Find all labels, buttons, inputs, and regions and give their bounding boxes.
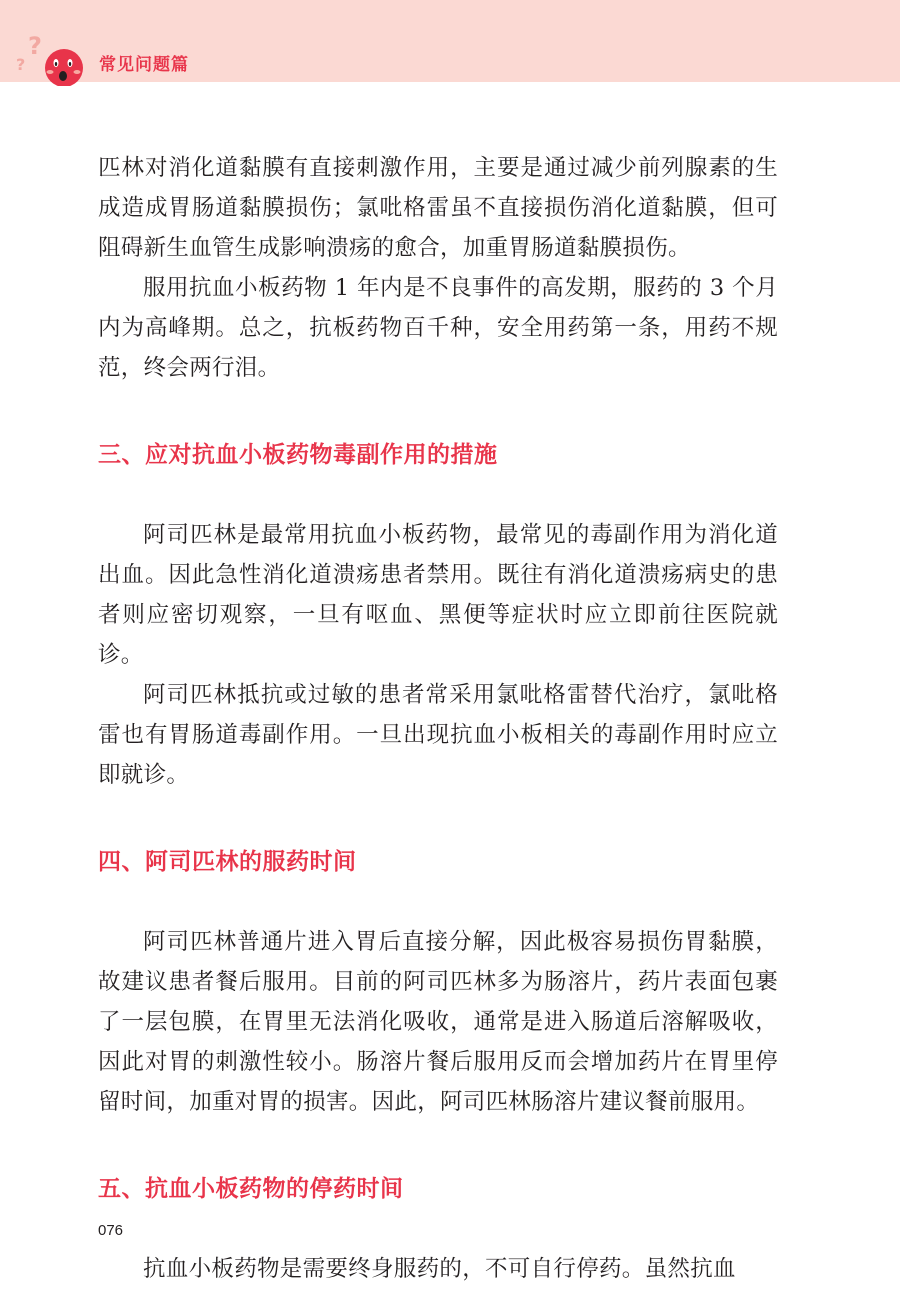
- heading-5: 五、抗血小板药物的停药时间: [98, 1176, 404, 1202]
- paragraph-1: 匹林对消化道黏膜有直接刺激作用，主要是通过减少前列腺素的生成造成胃肠道黏膜损伤；氯吡格雷虽不直接损伤消化道黏膜，但可阻碍新生血管生成影响溃疡的愈合，加重胃肠道黏膜损伤。: [98, 155, 778, 261]
- paragraph-3: 阿司匹林是最常用抗血小板药物，最常见的毒副作用为消化道出血。因此急性消化道溃疡患者禁用。既往有消化道溃疡病史的患者则应密切观察，一旦有呕血、黑便等症状时应立即前往医院就诊。: [98, 522, 778, 668]
- svg-text:?: ?: [28, 36, 42, 60]
- paragraph-6: 抗血小板药物是需要终身服药的，不可自行停药。虽然抗血: [143, 1256, 736, 1282]
- heading-3: 三、应对抗血小板药物毒副作用的措施: [98, 442, 498, 468]
- paragraph-5: 阿司匹林普通片进入胃后直接分解，因此极容易损伤胃黏膜，故建议患者餐后服用。目前的阿司匹林多为肠溶片，药片表面包裹了一层包膜，在胃里无法消化吸收，通常是进入肠道后溶解吸收，因此对胃的刺激性较小。肠溶片餐后服用反而会增加药片在胃里停留时间，加重对胃的损害。因此，阿司匹林肠溶片建议餐前服用。: [98, 929, 778, 1115]
- section-title: 常见问题篇: [99, 55, 189, 75]
- mascot-icon: [10, 36, 90, 86]
- page-body: [98, 148, 778, 1289]
- svg-text:?: ?: [16, 55, 26, 74]
- heading-4: 四、阿司匹林的服药时间: [98, 849, 357, 875]
- paragraph-2: 服用抗血小板药物 1 年内是不良事件的高发期，服药的 3 个月内为高峰期。总之，抗板药物百千种，安全用药第一条，用药不规范，终会两行泪。: [98, 275, 778, 381]
- paragraph-4: 阿司匹林抵抗或过敏的患者常采用氯吡格雷替代治疗，氯吡格雷也有胃肠道毒副作用。一旦出现抗血小板相关的毒副作用时应立即就诊。: [98, 682, 778, 788]
- page-number: 076: [98, 1222, 124, 1239]
